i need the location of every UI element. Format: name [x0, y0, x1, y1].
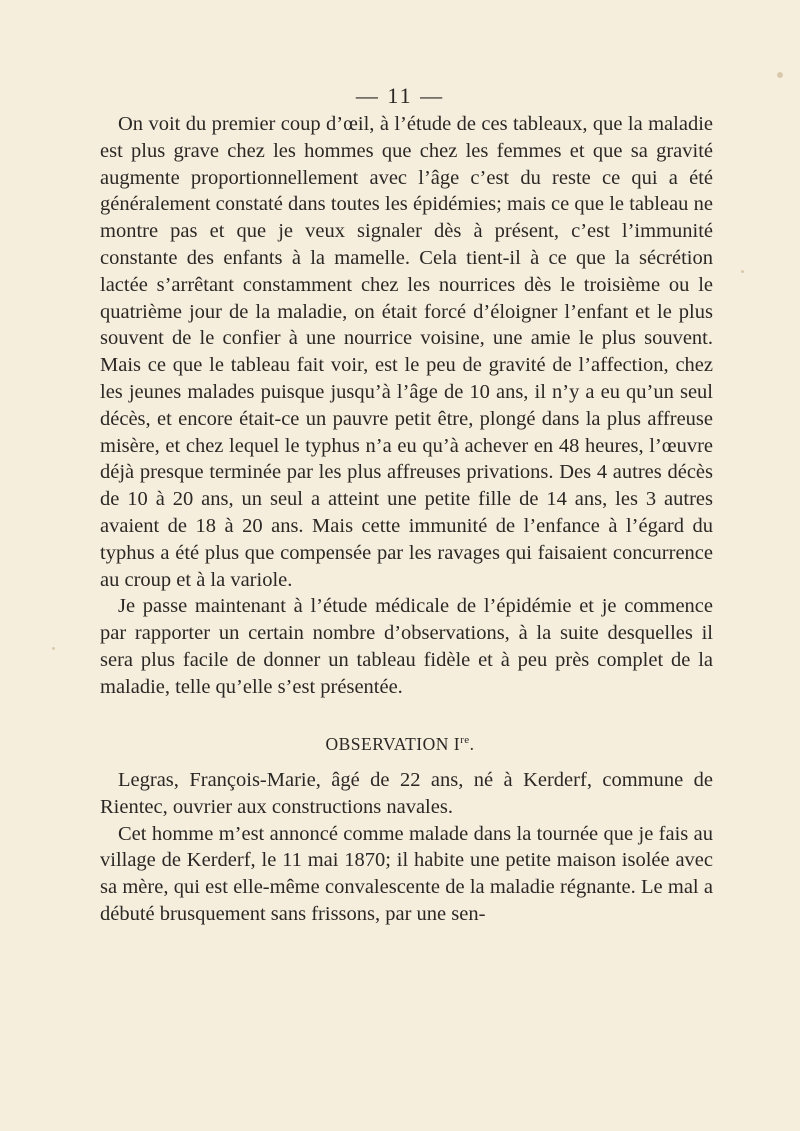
paragraph: Cet homme m’est annoncé comme malade dans la tournée que je fais au village de Kerderf, le 11 mai 1870; il habite une petite maison isolée avec sa mère, qui est elle-même convalescente de la maladie régnante. Le mal a débuté brusquement sans frissons, par une sen- — [100, 822, 713, 925]
body-text-top — [100, 111, 713, 701]
paper-speck — [52, 647, 55, 650]
body-text-bottom — [100, 767, 713, 928]
paper-speck — [777, 72, 783, 78]
paper-speck — [741, 270, 744, 273]
paragraph: Legras, François-Marie, âgé de 22 ans, né à Kerderf, commune de Rientec, ouvrier aux constructions navales. — [100, 769, 713, 818]
page-number: — 11 — — [355, 83, 445, 108]
paragraph: Je passe maintenant à l’étude médicale de l’épidémie et je commence par rapporter un certain nombre d’observations, à la suite desquelles il sera plus facile de donner un tableau fidèle et à peu près complet de la maladie, telle qu’elle s’est présentée. — [100, 595, 713, 698]
heading-superscript: re — [460, 734, 470, 747]
section-heading — [0, 733, 800, 755]
heading-main: OBSERVATION I — [325, 734, 461, 754]
paragraph: On voit du premier coup d’œil, à l’étude de ces tableaux, que la maladie est plus grave chez les hommes que chez les femmes et que sa gravité augmente proportionnellement avec l’âge c’est du reste ce qui a été généralement constaté dans toutes les épidémies; mais ce que le tableau ne montre pas et que je veux signaler dès à présent, c’est l’immunité constante des enfants à la mamelle. Cela tient-il à ce que la sécrétion lactée s’arrêtant constamment chez les nourrices dès le troisième ou le quatrième jour de la maladie, on était forcé d’éloigner l’enfant et le plus souvent de le confier à une nourrice voisine, une amie le plus souvent. Mais ce que le tableau fait voir, est le peu de gravité de l’affection, chez les jeunes malades puisque jusqu’à l’âge de 10 ans, il n’y a eu qu’un seul décès, et encore était-ce un pauvre petit être, plongé dans la plus affreuse misère, et chez lequel le typhus n’a eu qu’à achever en 48 heures, l’œuvre déjà presque terminée par les plus affreuses privations. Des 4 autres décès de 10 à 20 ans, un seul a atteint une petite fille de 14 ans, les 3 autres avaient de 18 à 20 ans. Mais cette immunité de l’enfance à l’égard du typhus a été plus que compensée par les ravages qui faisaient concurrence au croup et à la variole. — [100, 113, 713, 591]
heading-end: . — [469, 734, 475, 754]
